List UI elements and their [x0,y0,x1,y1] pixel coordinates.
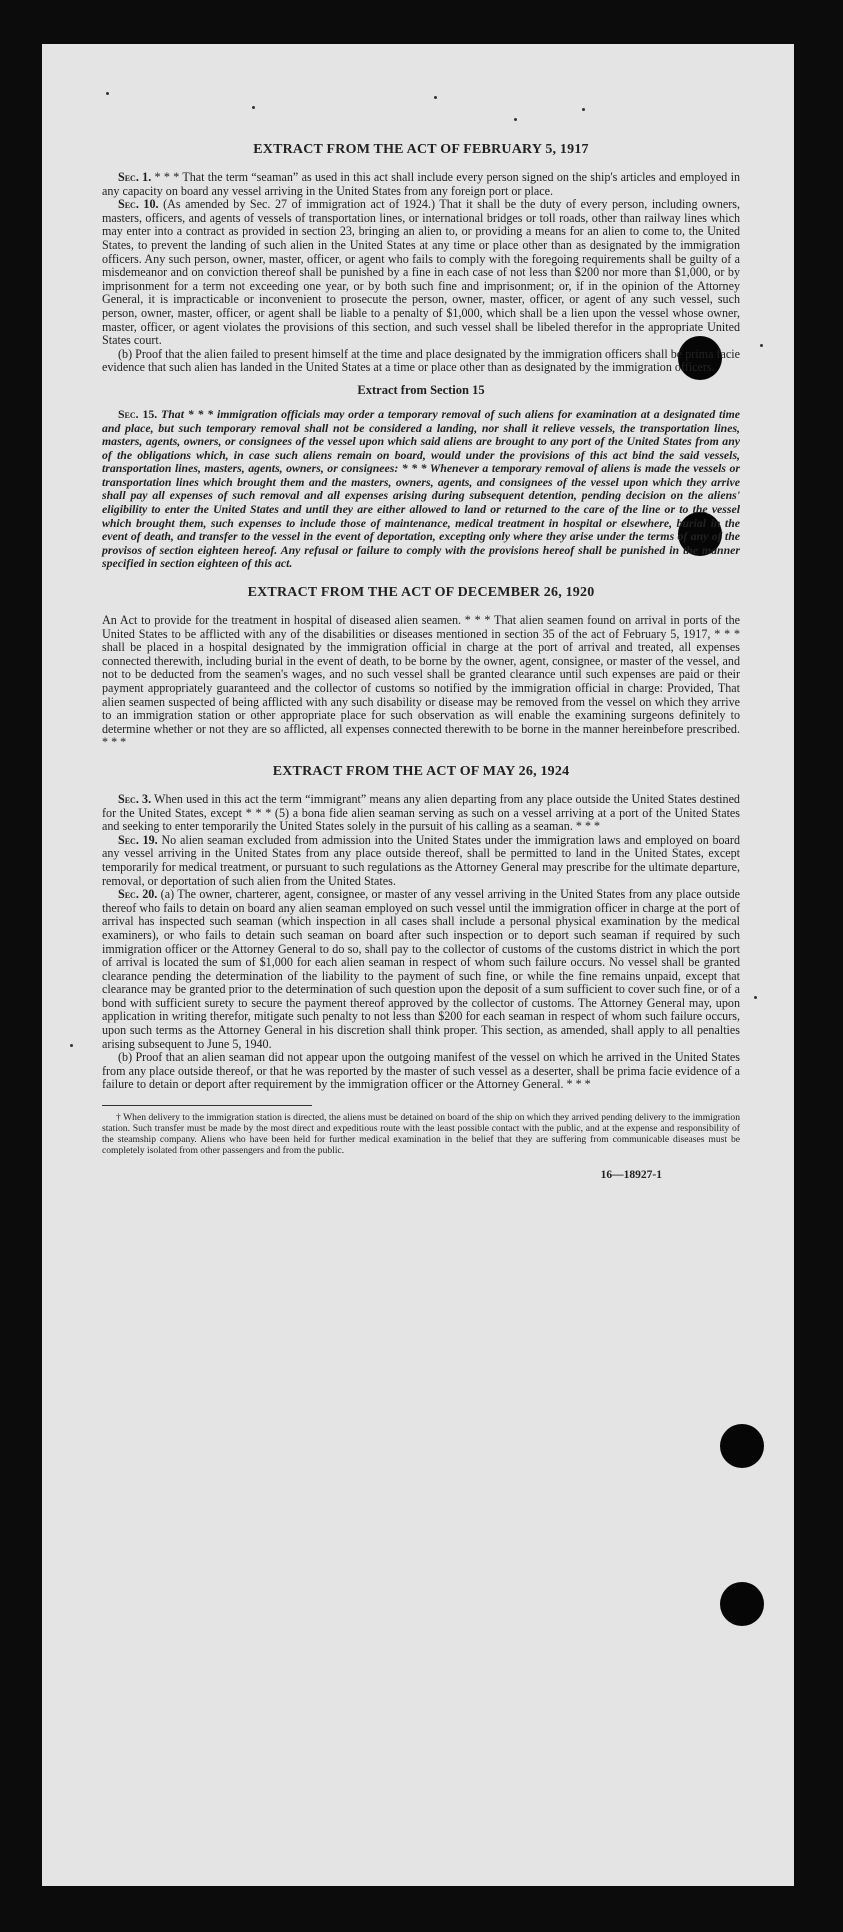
section-3-paragraph [102,793,740,834]
punch-hole-3 [720,1424,764,1468]
section-20-text: (a) The owner, charterer, agent, consignee, or master of any vessel arriving in the United States from any place outside thereof who fails to detain on board any alien seaman employed on such vessel until the immigration officer in charge at the port of arrival has inspected such seaman (which inspection in all cases shall include a personal physical examination by the medical examiners), or who fails to detain such seaman on board after such inspection or to deport such seaman if required by such immigration officer or the Attorney General to do so, shall pay to the collector of customs of the customs district in which the port of arrival is located the sum of $1,000 for each alien seaman in respect of whom such failure occurs. No vessel shall be granted clearance pending the determination of the liability to the payment of such fine, or while the fine remains unpaid, except that clearance may be granted prior to the determination of such question upon the deposit of a sum sufficient to cover such fine, or of a bond with sufficient surety to secure the payment thereof approved by the collector of customs. The Attorney General may, upon application in writing therefor, mitigate such penalty to not less than $200 for each seaman in respect of whom such failure occurs, upon such terms as the Attorney General in his discretion shall think proper. This section, as amended, shall apply to all penalties arising subsequent to June 5, 1940. [102,887,740,1051]
section-15-text: That * * * immigration officials may order a temporary removal of such aliens for examination at a designated time and place, but such temporary removal shall not be considered a landing, nor shall it relieve vessels, the transportation lines, masters, agents, owners, or consignees of the vessel upon which said aliens are brought to any port of the United States from any of the obligations which, in case such aliens remain on board, would under the provisions of this act bind the said vessels, transportation lines, masters, agents, owners, or consignees: * * * Whenever a temporary removal of aliens is made the vessels or transportation lines which brought them and the masters, owners, agents, and consignees of the vessel upon which they arrive shall pay all expenses of such removal and all expenses arising during subsequent detention, pending decision on the aliens' eligibility to enter the United States and until they are either allowed to land or returned to the care of the line or to the vessel which brought them, such expenses to include those of maintenance, medical treatment in hospital or elsewhere, burial in the event of death, and transfer to the vessel in the event of deportation, excepting only where they arise under the terms of any of the provisos of section eighteen hereof. Any refusal or failure to comply with the provisions hereof shall be punished in the manner specified in section eighteen of this act. [102,406,741,571]
footnote-rule [102,1105,312,1106]
section-20-paragraph [102,888,740,1051]
document-body [102,142,740,1183]
section-19-paragraph [102,834,740,888]
section-3-text: When used in this act the term “immigrant” means any alien departing from any place outside the United States destined for the United States, except * * * (5) a bona fide alien seaman serving as such on a vessel arriving at a port of the United States and seeking to enter temporarily the United States solely in the pursuit of his calling as a seaman. * * * [102,791,740,834]
heading-act-1920: EXTRACT FROM THE ACT OF DECEMBER 26, 1920 [247,585,595,601]
section-1-label: Sec. 1. [118,170,152,184]
punch-hole-4 [720,1582,764,1626]
act-1920-paragraph: An Act to provide for the treatment in hospital of diseased alien seamen. * * * That alien seamen found on arrival in ports of the United States to be afflicted with any of the disabilities or diseases mentioned in section 35 of the act of February 5, 1917, * * * shall be placed in a hospital designated by the immigration official in charge at the port of arrival and treated, all expenses connected therewith, including burial in the event of death, to be borne by the owner, agent, consignee, or master of the vessel, and not to be deducted from the seamen's wages, and no such vessel shall be granted clearance until such expenses are paid or their payment appropriately guaranteed and the collector of customs so notified by the immigration official in charge: Provided, That alien seamen suspected of being afflicted with any such disability or disease may be removed from the vessel on which they arrive to an immigration station or other appropriate place for such observation as will enable the examining surgeons definitely to determine whether or not they are so afflicted, all expenses connected therewith to be borne in the manner hereinbefore prescribed. * * * [102,613,740,750]
section-1-paragraph [102,171,740,198]
section-10b-paragraph: (b) Proof that the alien failed to present himself at the time and place designated by the immigration officers shall be prima facie evidence that such alien has landed in the United States at a time or place other than as designated by the immigration officers. [102,346,740,375]
section-10-text: (As amended by Sec. 27 of immigration act of 1924.) That it shall be the duty of every person, including owners, masters, officers, and agents of vessels of transportation lines, or international bridges or toll roads, other than railway lines which may enter into a contract as provided in section 23, bringing an alien to, or providing a means for an alien to come to, the United States, to prevent the landing of such alien in the United States at any time or place other than as designated by the immigration officers. Any such person, owner, master, officer, or agent who fails to comply with the foregoing requirements shall be guilty of a misdemeanor and on conviction thereof shall be punished by a fine in each case of not less than $200 nor more than $1,000, or by imprisonment for a term not exceeding one year, or by both such fine and imprisonment; or, if in the opinion of the Attorney General, it is impracticable or inconvenient to prosecute the person, owner, master, officer, or agent of any such vessel, such person, owner, master, officer, or agent shall be liable to a penalty of $1,000, which shall be a lien upon the vessel whose owner, master, officer, or agent violates the provisions of this section, and such vessel shall be libeled therefor in the appropriate United States court. [102,197,740,348]
section-15-label: Sec. 15. [118,406,158,421]
footnote: † When delivery to the immigration station is directed, the aliens must be detained on board of the ship on which they arrived pending delivery to the immigration station. Such transfer must be made by the most direct and expeditious route with the least possible contact with the public, and at the expense and responsibility of the steamship company. Aliens who have been held for further medical examination in the belief that they are suffering from communicable diseases must be completely isolated from other passengers and from the public. [102,1112,740,1157]
document-page [42,44,794,1886]
section-15-paragraph [102,408,740,571]
section-1-text: * * * That the term “seaman” as used in this act shall include every person signed on the ship's articles and employed in any capacity on board any vessel arriving in the United States from any foreign port or place. [102,170,740,198]
heading-act-1924: EXTRACT FROM THE ACT OF MAY 26, 1924 [272,763,570,779]
section-20b-paragraph: (b) Proof that an alien seaman did not appear upon the outgoing manifest of the vessel on which he arrived in the United States from any place outside thereof, or that he was reported by the master of such vessel as a deserter, shall be prima facie evidence of a failure to detain or deport after requirement by the immigration officer or the Attorney General. * * * [102,1050,740,1092]
heading-act-1917: EXTRACT FROM THE ACT OF FEBRUARY 5, 1917 [253,142,589,157]
heading-section-15: Extract from Section 15 [357,382,485,397]
section-20-label: Sec. 20. [118,887,158,902]
form-number: 16—18927-1 [600,1169,662,1182]
section-10-paragraph [102,198,740,348]
section-19-text: No alien seaman excluded from admission into the United States under the immigration laws and employed on board any vessel arriving in the United States from any place outside thereof, shall be permitted to land in the United States, except temporarily for medical treatment, or pursuant to such regulations as the Attorney General may prescribe for the ultimate departure, removal, or deportation of such alien from the United States. [102,832,740,888]
section-19-label: Sec. 19. [118,832,158,847]
section-10-label: Sec. 10. [118,197,159,212]
section-3-label: Sec. 3. [118,791,152,806]
